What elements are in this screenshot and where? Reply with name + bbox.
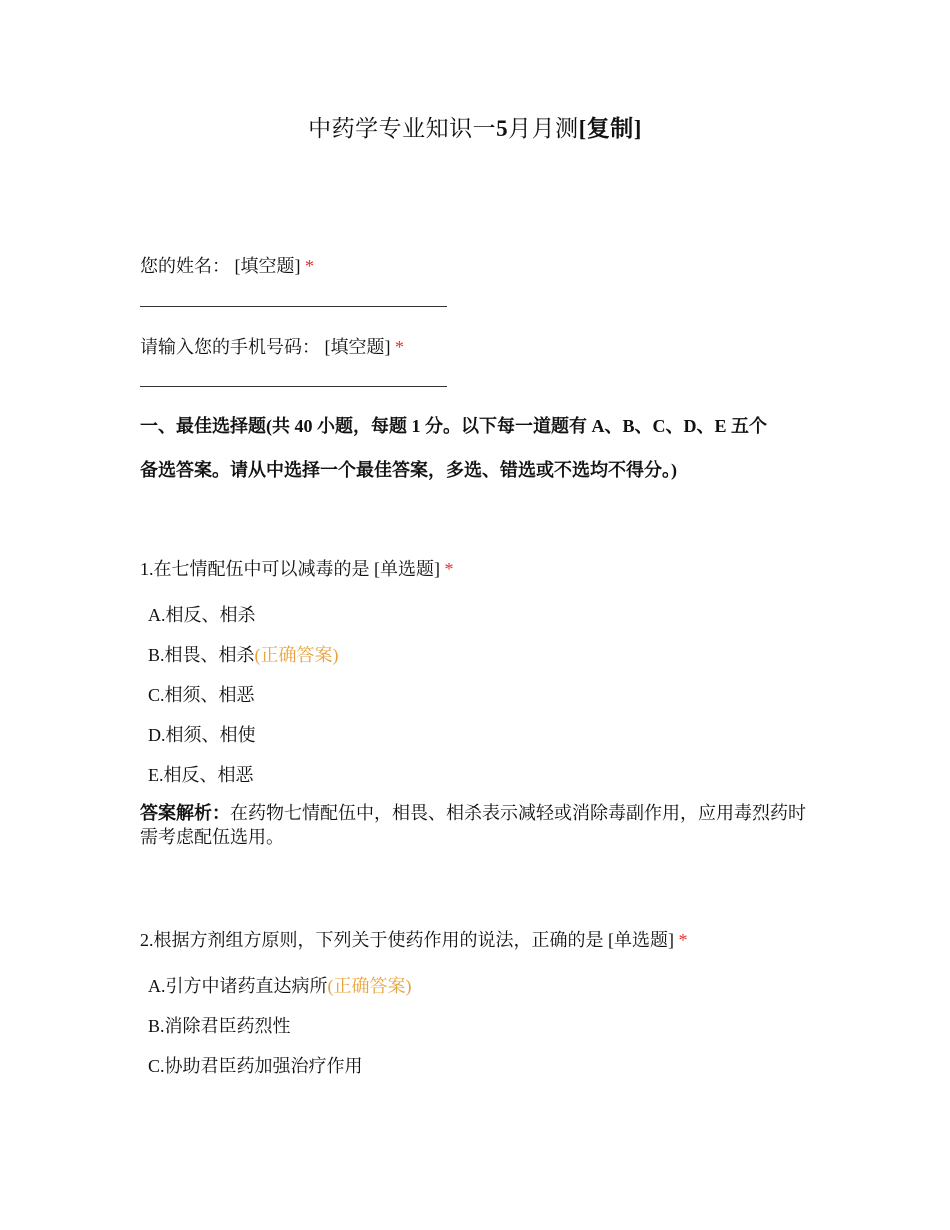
answer-analysis <box>140 801 820 849</box>
name-input-line[interactable] <box>140 306 447 307</box>
title-tag: [复制] <box>578 116 642 141</box>
question-2 <box>140 926 688 952</box>
title-prefix: 中药学专业知识一 <box>308 116 497 141</box>
section-line-2: 备选答案。请从中选择一个最佳答案，多选、错选或不选均不得分。) <box>140 460 677 480</box>
required-mark: * <box>305 256 314 276</box>
phone-input-line[interactable] <box>140 386 447 387</box>
question-type: [单选题] <box>374 559 440 579</box>
question-text: 2.根据方剂组方原则，下列关于使药作用的说法，正确的是 <box>140 930 604 950</box>
analysis-text: 在药物七情配伍中，相畏、相杀表示减轻或消除毒副作用，应用毒烈药时需考虑配伍选用。 <box>140 803 806 847</box>
question-type: [单选题] <box>608 930 674 950</box>
correct-answer-tag: (正确答案) <box>327 976 412 996</box>
question-text: 1.在七情配伍中可以减毒的是 <box>140 559 370 579</box>
option-c[interactable]: C.协助君臣药加强治疗作用 <box>148 1056 363 1076</box>
option-c[interactable]: C.相须、相恶 <box>148 685 255 705</box>
title-suffix: 月月测 <box>508 116 579 141</box>
option-a[interactable]: A.引方中诸药直达病所(正确答案) <box>148 976 412 996</box>
required-mark: * <box>678 930 688 950</box>
field-type: [填空题] <box>324 337 391 357</box>
page-title <box>0 110 950 143</box>
option-d[interactable]: D.相须、相使 <box>148 725 256 745</box>
name-field-label: 您的姓名： [填空题] * <box>140 256 314 276</box>
option-b[interactable]: B.消除君臣药烈性 <box>148 1016 291 1036</box>
option-b[interactable]: B.相畏、相杀(正确答案) <box>148 645 339 665</box>
question-1 <box>140 555 454 581</box>
required-mark: * <box>444 559 454 579</box>
analysis-label: 答案解析： <box>140 803 230 823</box>
option-e[interactable]: E.相反、相恶 <box>148 765 254 785</box>
required-mark: * <box>395 337 404 357</box>
phone-field-label: 请输入您的手机号码： [填空题] * <box>140 337 404 357</box>
option-a[interactable]: A.相反、相杀 <box>148 605 256 625</box>
field-type: [填空题] <box>234 256 301 276</box>
correct-answer-tag: (正确答案) <box>254 645 339 665</box>
section-line-1: 一、最佳选择题(共 40 小题，每题 1 分。以下每一道题有 A、B、C、D、E 五个 <box>140 416 767 436</box>
title-number: 5 <box>496 116 509 141</box>
section-heading <box>140 404 820 492</box>
